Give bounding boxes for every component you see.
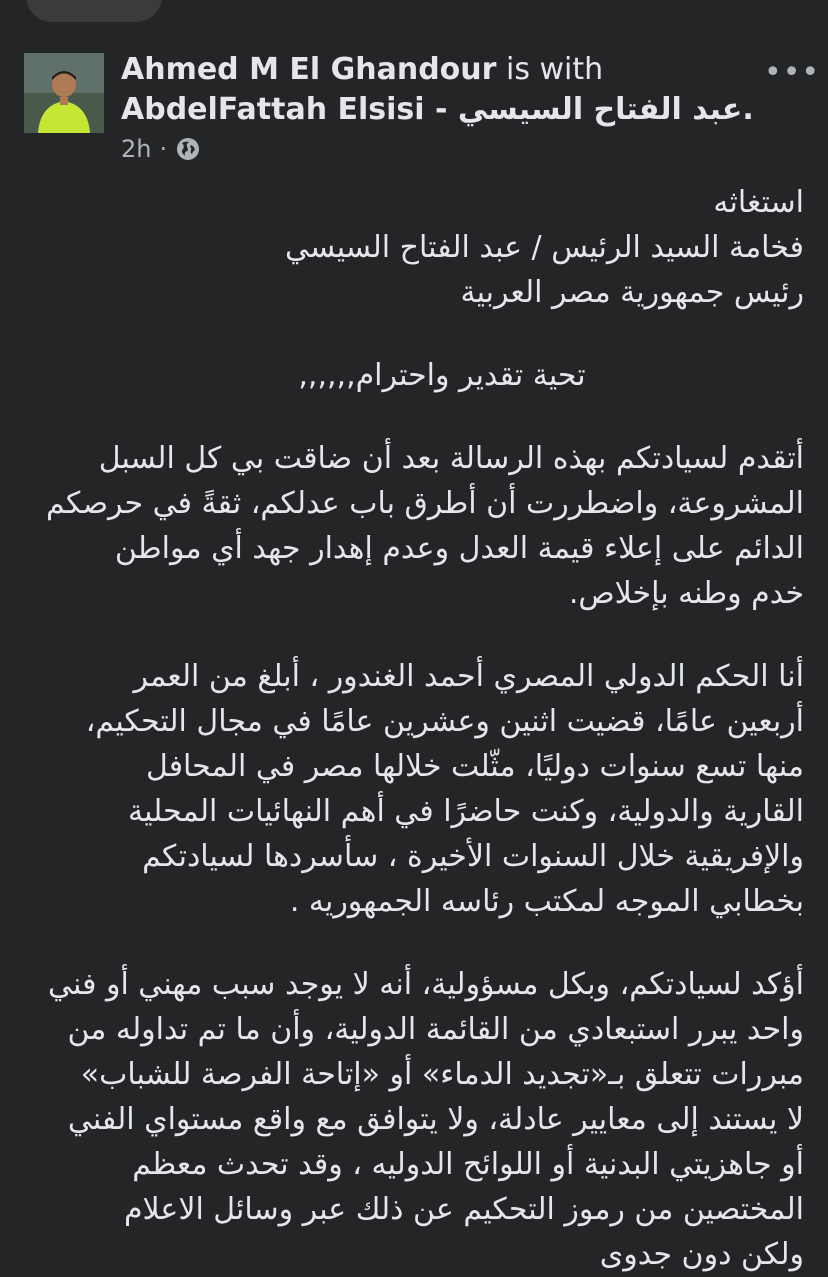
body-line: أؤكد لسيادتكم، وبكل مسؤولية، أنه لا يوجد سبب مهني أو فني (48, 967, 804, 1002)
body-line: أتقدم لسيادتكم بهذه الرسالة بعد أن ضاقت بي كل السبل (98, 441, 804, 476)
body-line: أنا الحكم الدولي المصري أحمد الغندور ، أبلغ من العمر (133, 659, 804, 694)
body-line: والإفريقية خلال السنوات الأخيرة ، سأسردها لسيادتكم (142, 839, 804, 874)
body-line: المشروعة، واضطررت أن أطرق باب عدلكم، ثقةً في حرصكم (46, 486, 804, 521)
body-line: الدائم على إعلاء قيمة العدل وعدم إهدار جهد أي مواطن (114, 531, 804, 566)
body-line: أو جاهزيتي البدنية أو اللوائح الدوليه ، وقد تحدث معظم (132, 1147, 804, 1182)
more-options-icon[interactable]: ••• (764, 55, 821, 90)
post-header (121, 50, 754, 130)
body-line: رئيس جمهورية مصر العربية (460, 275, 804, 310)
body-line: المختصين من رموز التحكيم عن ذلك عبر وسائل الاعلام (123, 1192, 804, 1227)
body-line: أربعين عامًا، قضيت اثنين وعشرين عامًا في مجال التحكيم، (85, 704, 804, 739)
post-meta (121, 132, 201, 166)
body-line: فخامة السيد الرئيس / عبد الفتاح السيسي (284, 230, 804, 265)
body-line: منها تسع سنوات دوليًا، مثّلت خلالها مصر في المحافل (145, 749, 804, 784)
top-action-button[interactable] (26, 0, 162, 22)
body-line: تحية تقدير واحترام,,,,,, (298, 358, 586, 393)
author-name[interactable]: Ahmed M El Ghandour (121, 52, 497, 87)
body-line: واحد يبرر استبعادي من القائمة الدولية، وأن ما تم تداوله من (67, 1012, 804, 1047)
with-text: is with (496, 52, 604, 87)
post-body (20, 180, 804, 1277)
body-line: القارية والدولية، وكنت حاضرًا في أهم النهائيات المحلية (128, 794, 804, 829)
post-time[interactable]: 2h (121, 135, 152, 163)
body-line: بخطابي الموجه لمكتب رئاسه الجمهوريه . (289, 884, 804, 919)
body-line: استغاثه (713, 185, 804, 220)
body-line: ولكن دون جدوى (599, 1237, 804, 1272)
avatar-photo (24, 53, 104, 133)
body-line: خدم وطنه بإخلاص. (568, 576, 804, 611)
tagged-name[interactable]: AbdelFattah Elsisi - عبد الفتاح السيسي. (121, 92, 754, 127)
meta-separator: · (159, 135, 168, 163)
globe-icon[interactable] (175, 136, 201, 162)
body-line: مبررات تتعلق بـ«تجديد الدماء» أو «إتاحة الفرصة للشباب» (80, 1057, 804, 1092)
body-line: لا يستند إلى معايير عادلة، ولا يتوافق مع واقع مستواي الفني (67, 1102, 804, 1137)
avatar[interactable] (24, 53, 104, 133)
